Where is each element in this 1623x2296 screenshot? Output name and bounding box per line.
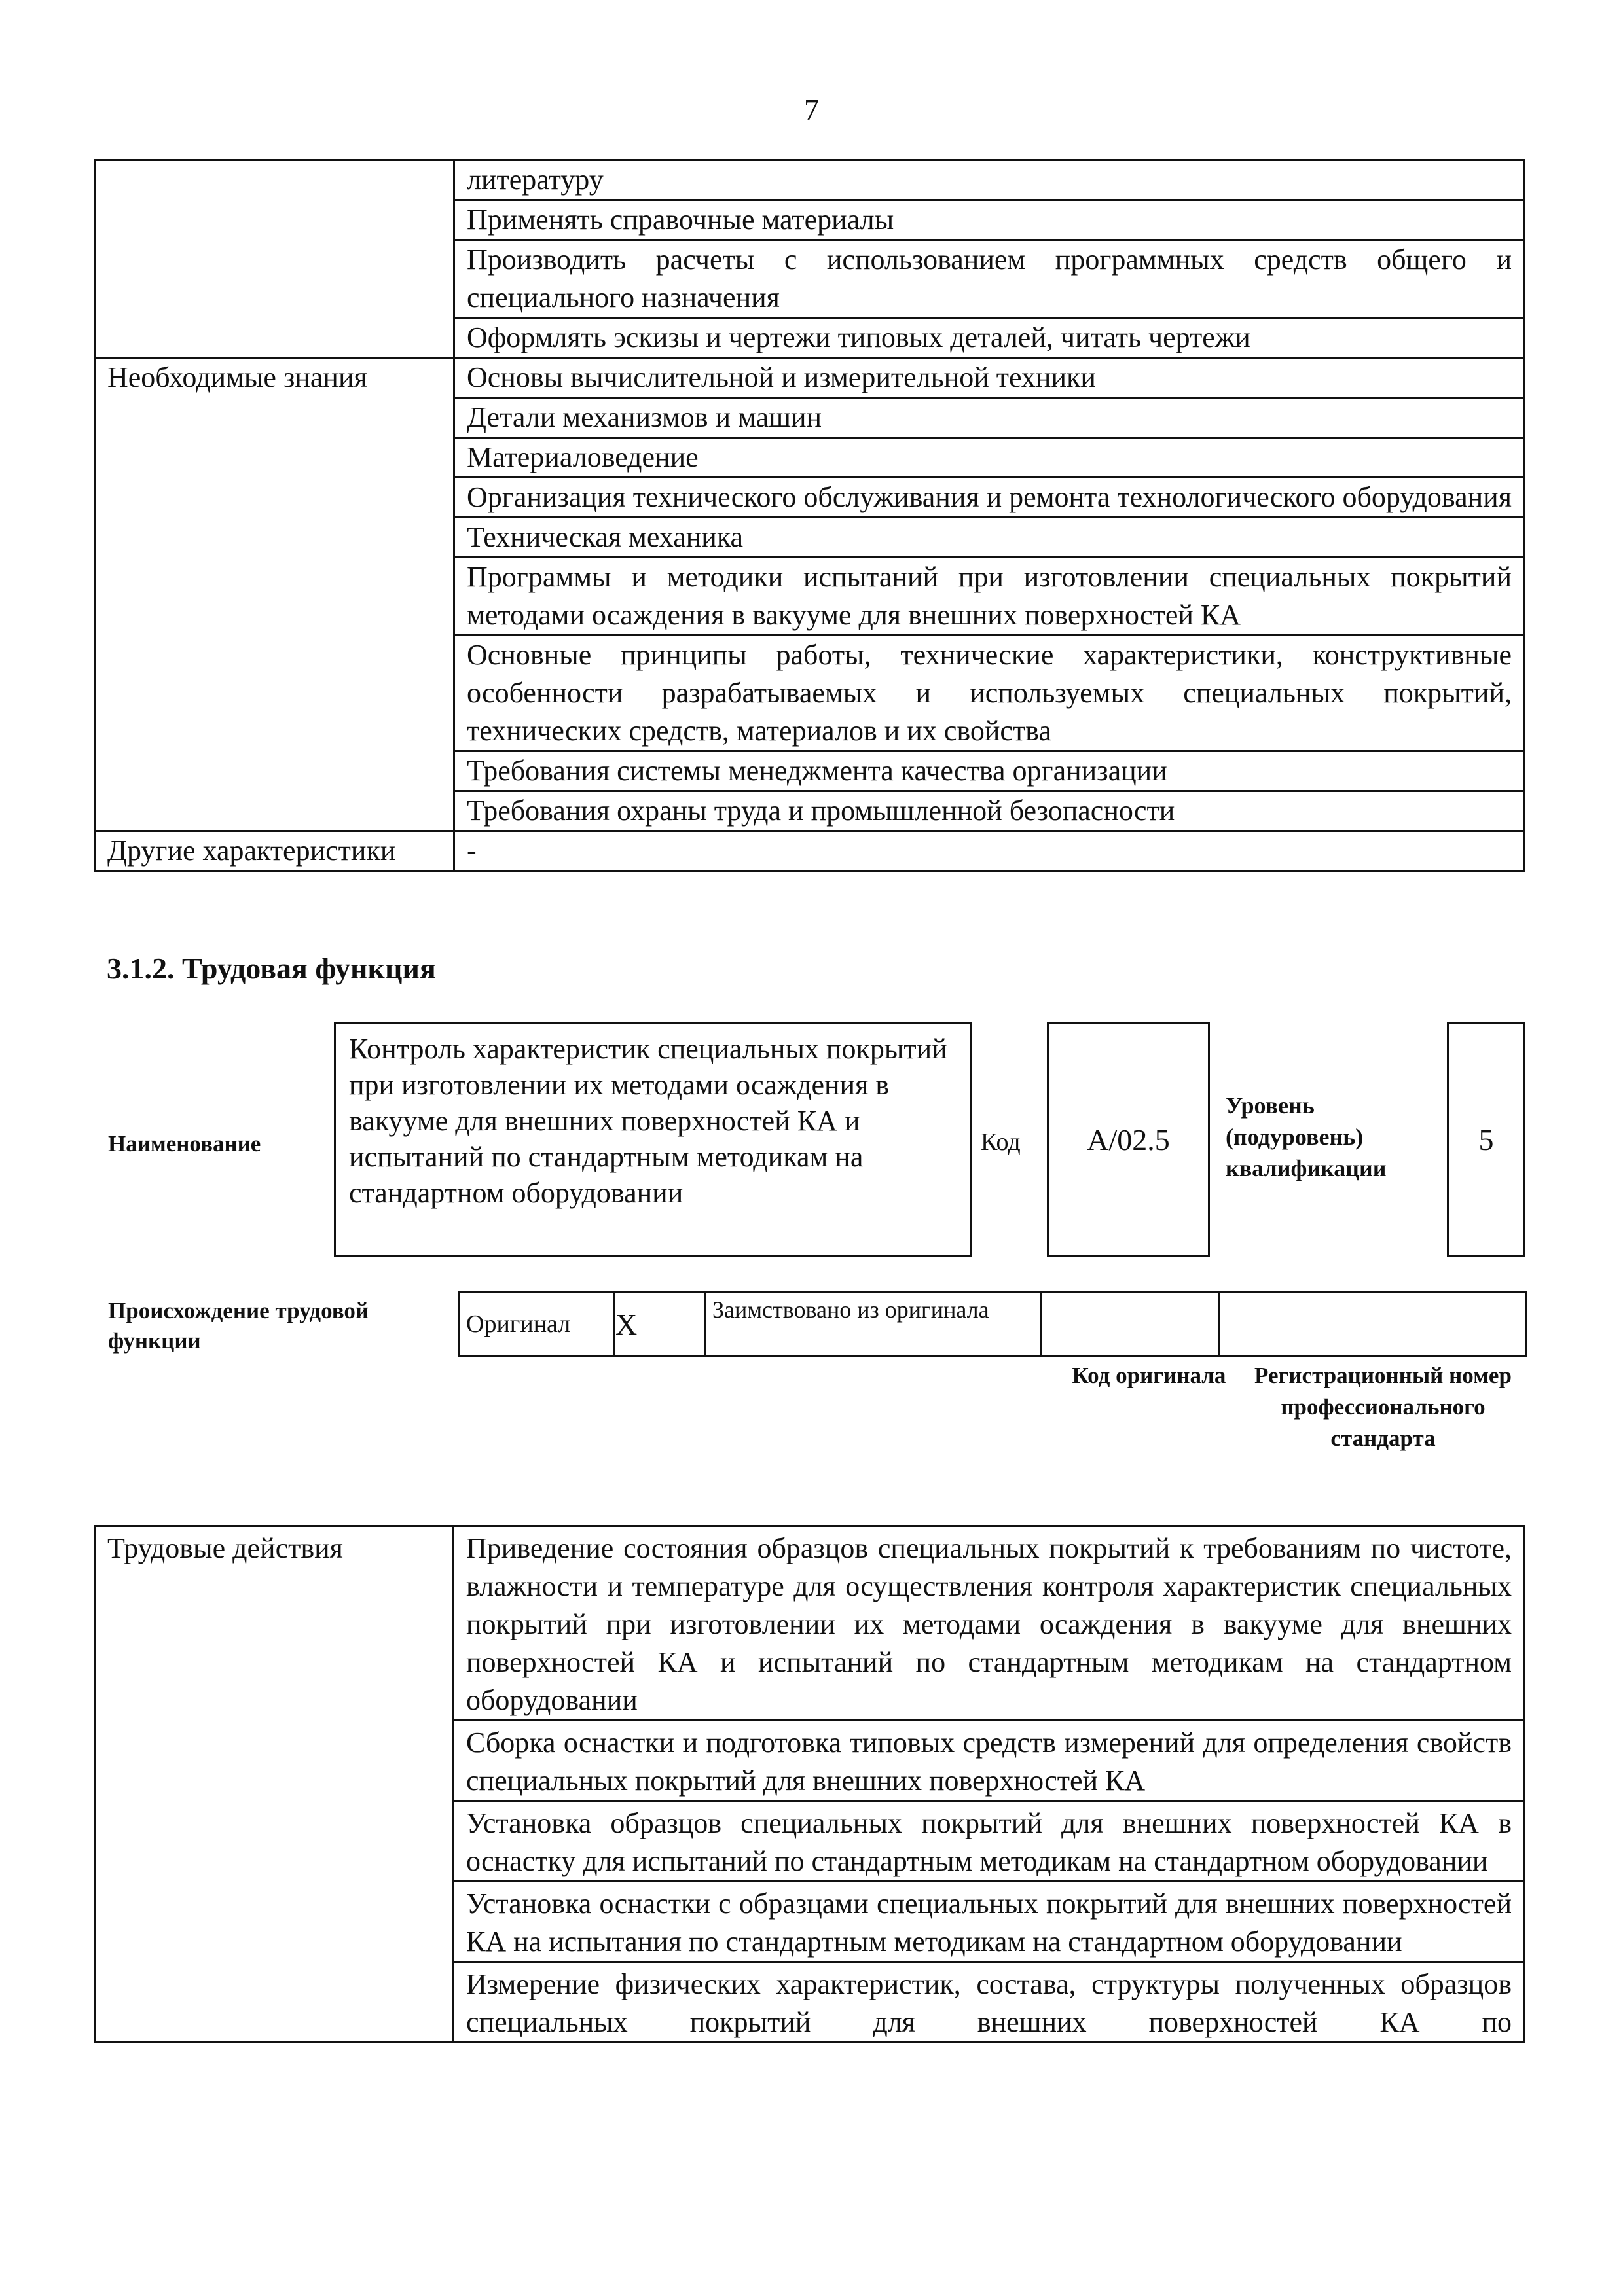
knowledge-cell: Основные принципы работы, технические характеристики, конструктивные особенности разрабатываемых и используемых специальных покрытий, технических средств, материалов и их свойства [454,636,1525,751]
knowledge-cell: Техническая механика [454,518,1525,558]
labor-action-cell: Установка образцов специальных покрытий для внешних поверхностей КА в оснастку для испытаний по стандартным методикам на стандартном оборудовании [454,1801,1525,1882]
registration-number-caption: Регистрационный номер профессионального стандарта [1254,1363,1512,1451]
table-row [95,831,1525,871]
knowledge-cell: Требования системы менеджмента качества организации [454,751,1525,791]
table-row [95,160,1525,200]
labor-action-cell: Измерение физических характеристик, состава, структуры полученных образцов специальных покрытий для внешних поверхностей КА по [454,1962,1525,2043]
original-code-caption: Код оригинала [1072,1363,1226,1388]
name-label: Наименование [108,1131,261,1157]
labor-actions-table [94,1525,1525,2043]
skill-cell: Применять справочные материалы [454,200,1525,240]
table-row [459,1292,1527,1357]
origin-label: Происхождение трудовой функции [108,1298,369,1354]
labor-action-cell: Установка оснастки с образцами специальных покрытий для внешних поверхностей КА на испытания по стандартным методикам на стандартном оборудовании [454,1882,1525,1962]
knowledge-label: Необходимые знания [95,358,454,831]
labor-action-cell: Сборка оснастки и подготовка типовых средств измерений для определения свойств специальных покрытий для внешних поверхностей КА [454,1721,1525,1801]
skill-cell: Оформлять эскизы и чертежи типовых деталей, читать чертежи [454,318,1525,358]
knowledge-cell: Основы вычислительной и измерительной техники [454,358,1525,398]
table-row [95,358,1525,398]
section-heading: 3.1.2. Трудовая функция [107,952,436,985]
knowledge-cell: Организация технического обслуживания и ремонта технологического оборудования [454,478,1525,518]
knowledge-table [94,159,1525,872]
original-code-cell [1042,1292,1220,1357]
work-function-code: A/02.5 [1047,1022,1210,1257]
blank-label-cell [95,160,454,358]
original-mark: X [615,1292,705,1357]
page-number: 7 [804,93,819,126]
knowledge-cell: Детали механизмов и машин [454,398,1525,438]
origin-table [458,1291,1527,1357]
knowledge-cell: Материаловедение [454,438,1525,478]
labor-actions-label: Трудовые действия [95,1526,454,2043]
other-characteristics-value: - [454,831,1525,871]
qualification-level-value: 5 [1447,1022,1525,1257]
labor-action-cell: Приведение состояния образцов специальных покрытий к требованиям по чистоте, влажности и температуре для осуществления контроля характеристик специальных покрытий при изготовлении их методами осаждения в вакууме для внешних поверхностей КА и испытаний по стандартным методикам на стандартном оборудовании [454,1526,1525,1721]
work-function-name: Контроль характеристик специальных покрытий при изготовлении их методами осаждения в вакууме для внешних поверхностей КА и испытаний по стандартным методикам на стандартном оборудовании [334,1022,972,1257]
original-label: Оригинал [459,1292,615,1357]
table-row [95,1526,1525,1721]
borrowed-label: Заимствовано из оригинала [705,1292,1042,1357]
knowledge-cell: Программы и методики испытаний при изготовлении специальных покрытий методами осаждения в вакууме для внешних поверхностей КА [454,558,1525,636]
skill-cell: Производить расчеты с использованием программных средств общего и специального назначения [454,240,1525,318]
skill-cell: литературу [454,160,1525,200]
qualification-level-label: Уровень (подуровень) квалификации [1226,1092,1387,1181]
registration-number-cell [1220,1292,1527,1357]
other-characteristics-label: Другие характеристики [95,831,454,871]
code-label: Код [981,1128,1021,1156]
knowledge-cell: Требования охраны труда и промышленной безопасности [454,791,1525,831]
